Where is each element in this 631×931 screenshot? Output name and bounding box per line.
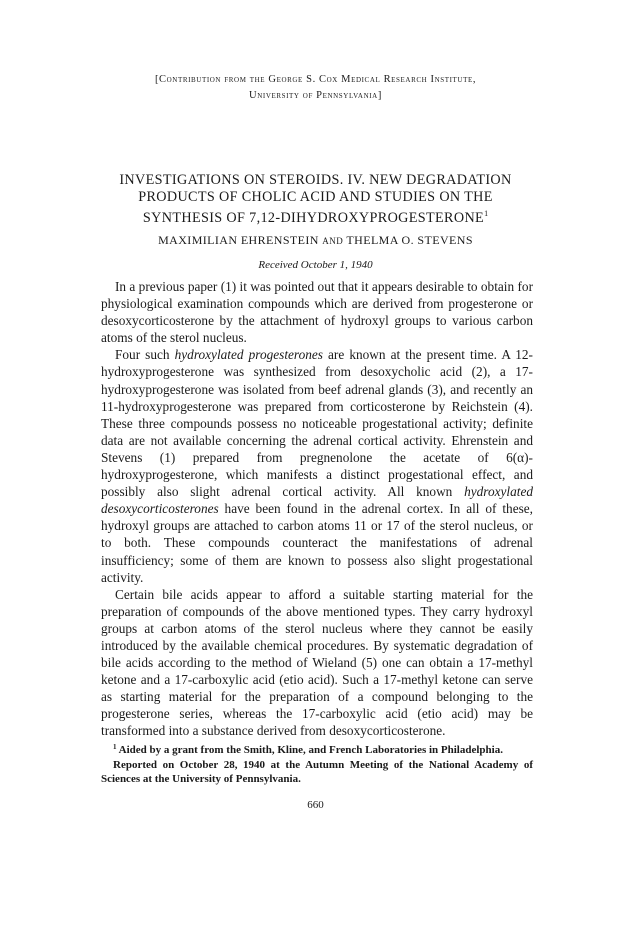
body-paragraph (101, 346, 533, 585)
author-name: MAXIMILIAN EHRENSTEIN (158, 233, 319, 247)
footnote-marker: 1 (484, 209, 489, 218)
emphasis-text: hydroxylated progesterones (174, 347, 323, 363)
footnotes (101, 740, 533, 787)
footnote: Reported on October 28, 1940 at the Autumn Meeting of the National Academy of Sciences at the University of Pennsylvania. (101, 758, 533, 785)
article-title: INVESTIGATIONS ON STEROIDS. IV. NEW DEGRADATION (119, 172, 512, 188)
author-name: THELMA O. STEVENS (346, 233, 473, 247)
contribution-line: University of Pennsylvania] (249, 90, 382, 101)
article-body (101, 278, 533, 740)
author-connector: AND (322, 236, 344, 246)
body-paragraph: Certain bile acids appear to afford a suitable starting material for the preparation of compounds of the above mentioned types. They carry hydroxyl groups at carbon atoms of the sterol nucleus where they cannot be easily introduced by the available chemical procedures. By systematic degradation of bile acids according to the method of Wieland (5) one can obtain a 17-methyl ketone and a 17-carboxylic acid (etio acid). Such a 17-methyl ketone can serve as starting material for the preparation of a compound belonging to the progesterone series, whereas the 17-carboxylic acid (etio acid) may be transformed into a substance derived from desoxycorticosterone. (101, 586, 533, 739)
article-title: PRODUCTS OF CHOLIC ACID AND STUDIES ON THE (138, 189, 493, 205)
footnote (101, 740, 533, 758)
contribution-line: [Contribution from the George S. Cox Medical Research Institute, (154, 74, 477, 85)
page-number: 660 (307, 799, 324, 811)
footnote-marker: 1 (113, 743, 117, 751)
body-paragraph: In a previous paper (1) it was pointed out that it appears desirable to obtain for physiological examination compounds which are derived from progesterone or desoxycorticosterone by the attachment of hydroxyl groups to various carbon atoms of the sterol nucleus. (101, 279, 533, 346)
emphasis-text: hydroxylated desoxycorticosterones (101, 484, 533, 517)
article-title (0, 205, 631, 227)
article-title-text: SYNTHESIS OF 7,12-DIHYDROXYPROGESTERONE (142, 210, 485, 226)
footnote-text: Aided by a grant from the Smith, Kline, and French Laboratories in Philadelphia. (116, 744, 503, 756)
text-run: are known at the present time. A 12-hydroxyprogesterone was synthesized from desoxycholic acid (2), a 17-hydroxyprogesterone was isolated from beef adrenal glands (3), and recently an 11-hydroxyprogesterone was prepared from corticosterone by Reichstein (4). These three compounds possess no noticeable progestational activity; definite data are not available concerning the adrenal cortical activity. Ehrenstein and Stevens (1) prepared from pregnenolone the acetate of 6(α)-hydroxyprogesterone, which manifests a distinct progestational effect, and possibly also slight adrenal cortical activity. All known (101, 347, 533, 500)
author-line (0, 233, 631, 248)
text-run: have been found in the adrenal cortex. In all of these, hydroxyl groups are attached to carbon atoms 11 or 17 of the sterol nucleus, or to both. These compounds counteract the manifestations of adrenal insufficiency; some of them are known to possess also slight progestational activity. (101, 501, 533, 585)
received-date: Received October 1, 1940 (258, 259, 373, 271)
text-run: Four such (115, 347, 175, 363)
